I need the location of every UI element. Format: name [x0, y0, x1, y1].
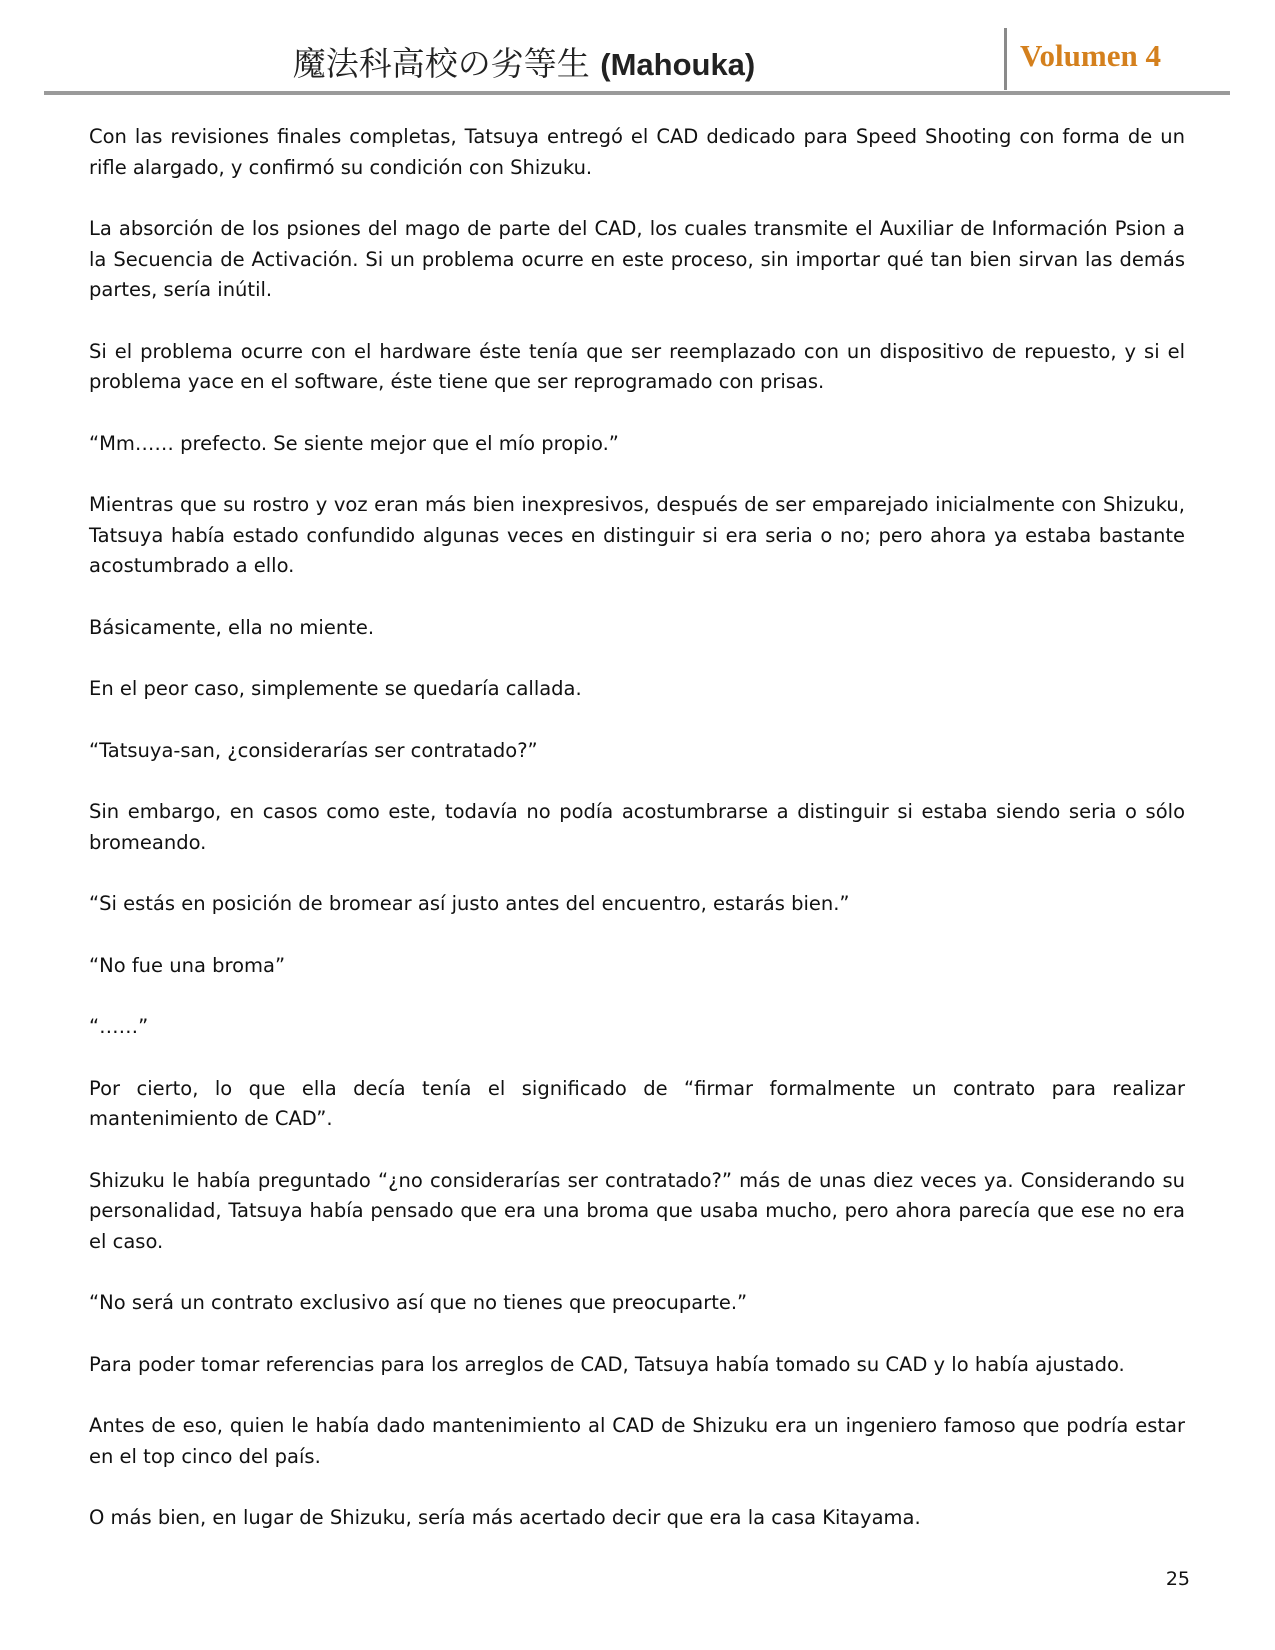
paragraph: Antes de eso, quien le había dado mantenimiento al CAD de Shizuku era un ingeniero famoso que podría estar en el top cinco del país.: [89, 1414, 1185, 1468]
paragraph: En el peor caso, simplemente se quedaría callada.: [89, 677, 582, 700]
paragraph: Por cierto, lo que ella decía tenía el significado de “firmar formalmente un contrato para realizar mantenimiento de CAD”.: [89, 1076, 1185, 1130]
header-divider: [1004, 28, 1007, 90]
book-title-japanese: 魔法科高校の劣等生: [292, 44, 590, 83]
page-number: 25: [1165, 1568, 1190, 1590]
volume-label: Volumen 4: [1020, 38, 1161, 73]
paragraph: Con las revisiones finales completas, Tatsuya entregó el CAD dedicado para Speed Shooting con forma de un rifle alargado, y confirmó su condición con Shizuku.: [89, 125, 1185, 179]
dialogue-line: “Si estás en posición de bromear así justo antes del encuentro, estarás bien.”: [89, 892, 850, 915]
paragraph: Si el problema ocurre con el hardware éste tenía que ser reemplazado con un dispositivo de repuesto, y si el problema yace en el software, éste tiene que ser reprogramado con prisas.: [89, 339, 1185, 393]
dialogue-line: “No fue una broma”: [89, 953, 286, 977]
paragraph: Mientras que su rostro y voz eran más bien inexpresivos, después de ser emparejado inicialmente con Shizuku, Tatsuya había estado confundido algunas veces en distinguir si era seria o no; pero ahora ya estaba bastante acostumbrado a ello.: [89, 493, 1185, 577]
dialogue-line: “Tatsuya-san, ¿considerarías ser contratado?”: [89, 738, 538, 762]
paragraph: Básicamente, ella no miente.: [89, 615, 375, 639]
page-body: [89, 122, 1185, 1565]
paragraph: Para poder tomar referencias para los arreglos de CAD, Tatsuya había tomado su CAD y lo había ajustado.: [89, 1352, 1125, 1376]
dialogue-line: “No será un contrato exclusivo así que no tienes que preocuparte.”: [89, 1291, 748, 1314]
paragraph: O más bien, en lugar de Shizuku, sería más acertado decir que era la casa Kitayama.: [89, 1506, 921, 1529]
paragraph: Shizuku le había preguntado “¿no considerarías ser contratado?” más de unas diez veces ya. Considerando su personalidad, Tatsuya había pensado que era una broma que usaba mucho, pero ahora parecía que ese no era el caso.: [89, 1168, 1185, 1253]
page-header: [44, 28, 1230, 94]
book-title: [44, 38, 1004, 85]
book-title-romaji: (Mahouka): [600, 47, 756, 82]
header-rule: [44, 91, 1230, 95]
dialogue-line: “……”: [89, 1015, 149, 1038]
dialogue-line: “Mm…… prefecto. Se siente mejor que el mío propio.”: [89, 431, 619, 455]
paragraph: La absorción de los psiones del mago de parte del CAD, los cuales transmite el Auxiliar de Información Psion a la Secuencia de Activación. Si un problema ocurre en este proceso, sin importar qué tan bien sirvan las demás partes, sería inútil.: [89, 217, 1185, 301]
paragraph: Sin embargo, en casos como este, todavía no podía acostumbrarse a distinguir si estaba siendo seria o sólo bromeando.: [89, 800, 1185, 854]
